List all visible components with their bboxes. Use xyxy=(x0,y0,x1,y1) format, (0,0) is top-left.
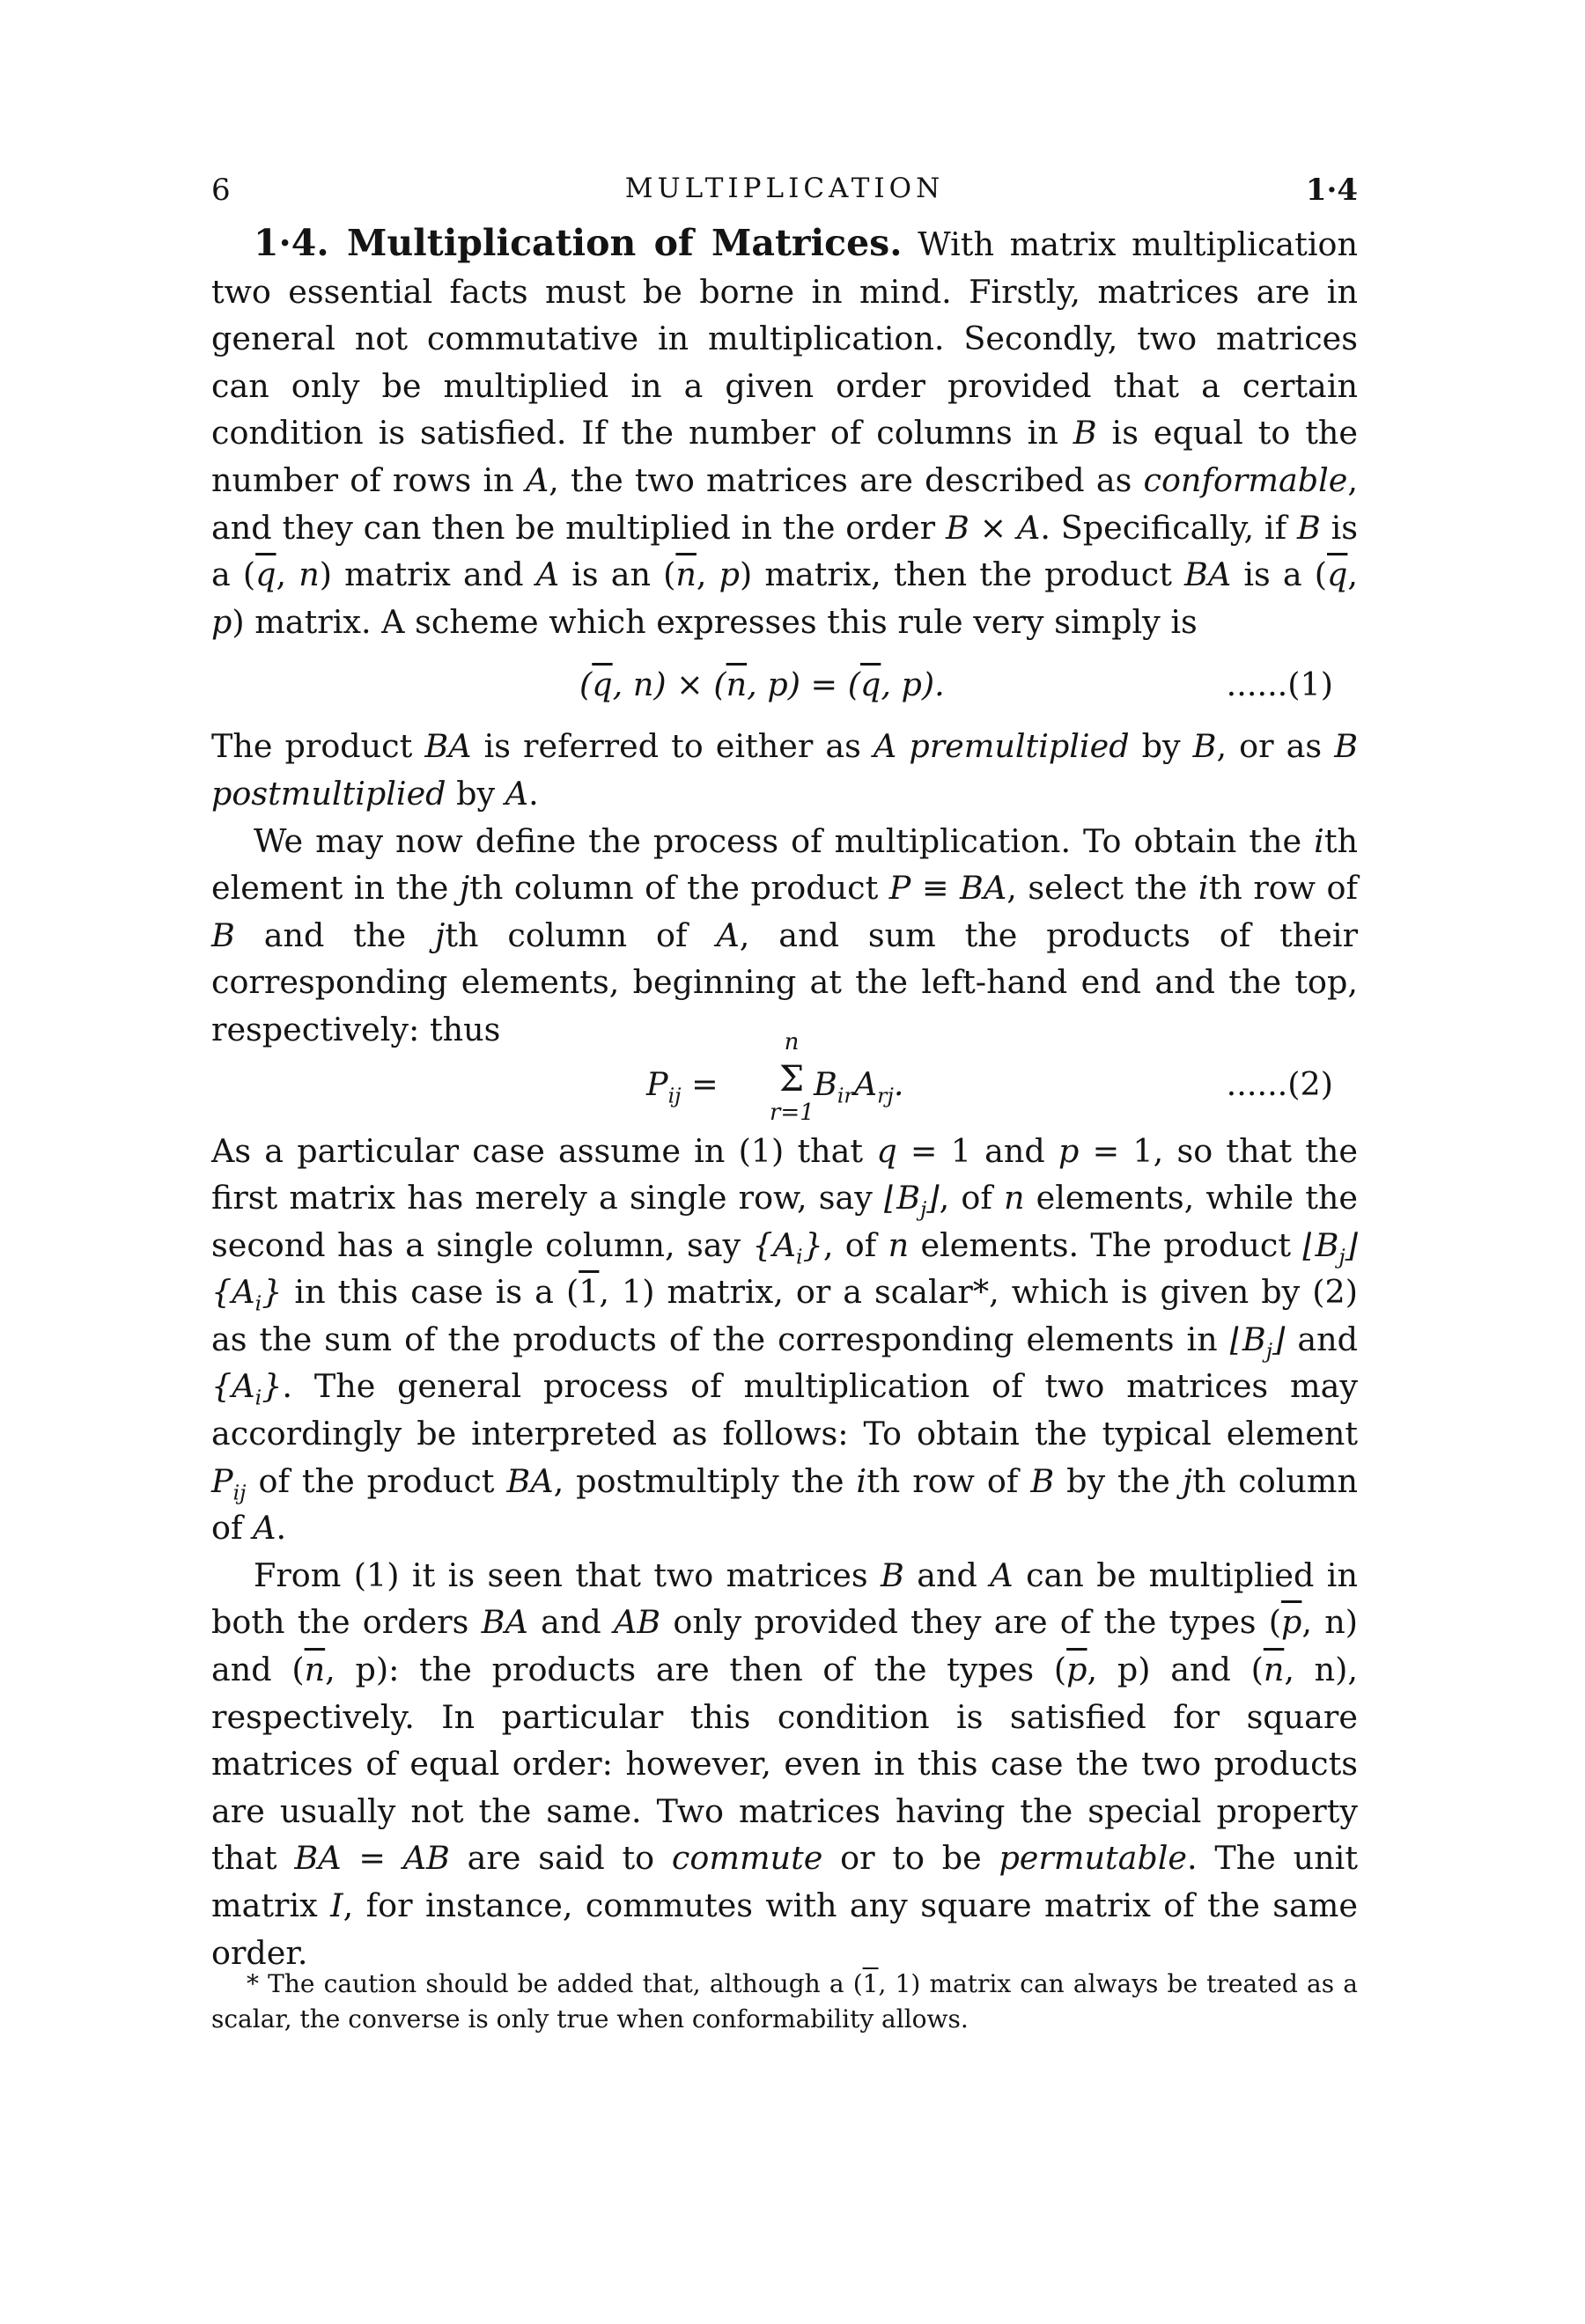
paragraph-1: 1·4. Multiplication of Matrices. With matrix multiplication two essential facts must be borne in mind. Firstly, matrices are in general not commutative in multiplication. Secondly, two matrices can only be multiplied in a given order provided that a certain condition is satisfied. If the number of columns in B is equal to the number of rows in A, the two matrices are described as conformable, and they can then be multiplied in the order B × A. Specifically, if B is a ($\overline{q}$, n) matrix and A is an ($\overline{n}$, p) matrix, then the product BA is a ($\overline{q}$, p) matrix. A scheme which expresses this rule very simply is xyxy=(211,222,1359,641)
paragraph-2: The product BA is referred to either as A premultiplied by B, or as B postmultiplied by A. xyxy=(211,727,1359,813)
equation-2-lhs: $P_{ij}$ = xyxy=(646,1064,719,1107)
body-text xyxy=(211,220,1358,1976)
page-header xyxy=(211,173,1358,211)
term-postmultiplied: postmultiplied xyxy=(211,774,446,813)
section-number: 1·4 xyxy=(1305,173,1358,208)
equation-2-label: ......(2) xyxy=(1226,1064,1333,1103)
equation-1-label: ......(1) xyxy=(1226,666,1333,704)
running-title: MULTIPLICATION xyxy=(624,173,945,204)
term-conformable: conformable xyxy=(1143,460,1348,499)
paragraph-5: From (1) it is seen that two matrices B and A can be multiplied in both the orders BA and AB only provided they are of the types ($\overline{p}$, n) and ($\overline{n}$, p): the products are then of the types ($\overline{p}$, p) and ($\overline{n}$, n), respectively. In particular this condition is satisfied for square matrices of equal order: however, even in this case the two products are usually not the same. Two matrices having the special property that BA = AB are said to commute or to be permutable. The unit matrix I, for instance, commutes with any square matrix of the same order. xyxy=(211,1555,1359,1972)
section-title: 1·4. Multiplication of Matrices. xyxy=(254,222,903,264)
term-premultiplied: premultiplied xyxy=(909,727,1130,766)
equation-1 xyxy=(211,652,1358,717)
paragraph-4: As a particular case assume in (1) that q = 1 and p = 1, so that the first matrix has merely a single row, say $⌊B_j⌋$, of n elements, while the second has a single column, say $\{A_i\}$, of n elements. The product $⌊B_j⌋$ $\{A_i\}$ in this case is a (1, 1) matrix, or a scalar*, which is given by (2) as the sum of the products of the corresponding elements in $⌊B_j⌋$ and $\{A_i\}$. The general process of multiplication of two matrices may accordingly be interpreted as follows: To obtain the typical element $P_{ij}$ of the product BA, postmultiply the ith row of B by the jth column of A. xyxy=(211,1131,1359,1548)
footnote: * The caution should be added that, although a (1, 1) matrix can always be treated as a scalar, the converse is only true when conformability allows. xyxy=(211,1969,1358,2034)
term-permutable: permutable xyxy=(999,1839,1188,1878)
equation-2-rhs: $B_{ir}A_{rj}$. xyxy=(814,1064,904,1107)
equation-1-expression: ($\overline{q}$, $n) \times (\overline{n}$, $p) = (\overline{q}$, p). xyxy=(579,666,945,704)
paragraph-3: We may now define the process of multiplication. To obtain the ith element in the jth column of the product P ≡ BA, select the ith row of B and the jth column of A, and sum the products of their corresponding elements, beginning at the left-hand end and the top, respectively: thus xyxy=(211,821,1359,1048)
equation-2: $P_{ij}$ = n Σ r=1 $B_{ir}A_{rj}$. ......(2) xyxy=(646,1028,1333,1126)
term-commute: commute xyxy=(671,1839,823,1878)
page-number: 6 xyxy=(211,173,231,208)
